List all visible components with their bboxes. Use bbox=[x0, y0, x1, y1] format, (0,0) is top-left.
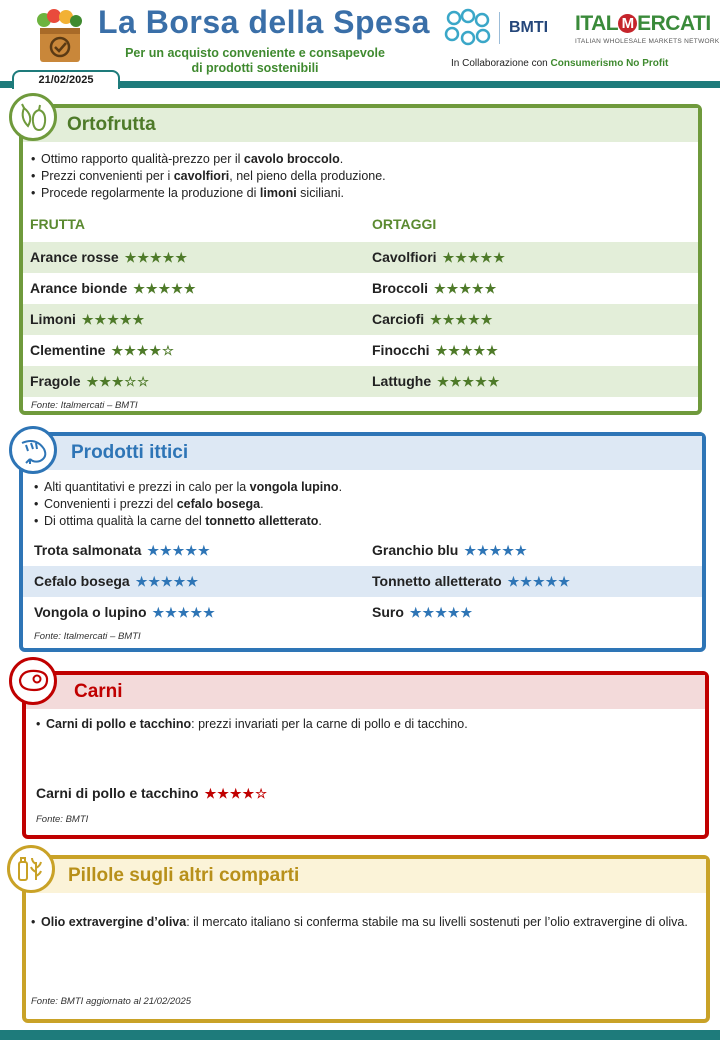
rating-stars: ★★★★★ bbox=[133, 281, 197, 296]
ittici-title: Prodotti ittici bbox=[71, 442, 189, 463]
rating-stars: ★★★★★ bbox=[507, 574, 571, 589]
product-rating bbox=[372, 273, 497, 304]
product-name: Cefalo bosega bbox=[34, 573, 130, 589]
product-name: Carni di pollo e tacchino bbox=[36, 785, 199, 801]
table-row bbox=[23, 273, 698, 304]
product-rating bbox=[372, 242, 506, 273]
carni-title: Carni bbox=[74, 681, 123, 702]
ortofrutta-panel bbox=[19, 104, 702, 415]
page-subtitle bbox=[100, 46, 410, 76]
table-row bbox=[23, 242, 698, 273]
ortofrutta-source: Fonte: Italmercati – BMTI bbox=[31, 400, 138, 411]
carni-bullet-item bbox=[36, 716, 686, 733]
rating-stars: ★★★★★ bbox=[147, 543, 211, 558]
italmercati-pre: ITAL bbox=[575, 12, 619, 35]
table-row bbox=[23, 535, 702, 566]
bmti-label: BMTI bbox=[509, 19, 549, 36]
rating-stars: ★★★☆☆ bbox=[86, 374, 150, 389]
product-rating bbox=[30, 366, 150, 397]
rating-stars: ★★★★★ bbox=[434, 281, 498, 296]
steak-icon bbox=[9, 657, 57, 705]
bullet-bold: cavolo broccolo bbox=[243, 152, 340, 166]
ittici-source: Fonte: Italmercati – BMTI bbox=[34, 631, 141, 642]
collaboration-line bbox=[451, 58, 668, 69]
page-title: La Borsa della Spesa bbox=[98, 4, 430, 40]
bullet-item: • Convenienti i prezzi del cefalo bosega. bbox=[34, 496, 684, 513]
rating-stars: ★★★★★ bbox=[152, 605, 216, 620]
bottom-divider-bar bbox=[0, 1030, 720, 1040]
carni-bullet-rest: : prezzi invariati per la carne di pollo e di tacchino. bbox=[191, 717, 468, 731]
shrimp-icon bbox=[9, 426, 57, 474]
rating-stars: ★★★★☆ bbox=[111, 343, 175, 358]
rating-stars: ★★★★★ bbox=[437, 374, 501, 389]
rating-stars: ★★★★☆ bbox=[204, 786, 268, 801]
carni-panel bbox=[22, 671, 709, 839]
rating-stars: ★★★★★ bbox=[409, 605, 474, 620]
table-row bbox=[23, 597, 702, 628]
bullet-item: • Di ottima qualità la carne del tonnetto alletterato. bbox=[34, 513, 684, 530]
grocery-items-icon bbox=[7, 845, 55, 893]
table-row bbox=[23, 335, 698, 366]
carni-source: Fonte: BMTI bbox=[36, 814, 89, 825]
ittici-panel bbox=[19, 432, 706, 652]
table-row bbox=[23, 566, 702, 597]
header bbox=[0, 0, 720, 90]
bullet-bold: vongola lupino bbox=[249, 480, 339, 494]
product-name: Cavolfiori bbox=[372, 249, 437, 265]
product-name: Finocchi bbox=[372, 342, 430, 358]
carni-bullet bbox=[36, 716, 686, 733]
product-rating bbox=[34, 597, 216, 628]
italmercati-logo bbox=[575, 12, 711, 36]
product-rating bbox=[30, 242, 188, 273]
frutta-column-header: FRUTTA bbox=[30, 216, 85, 232]
pillole-bullet-rest: : il mercato italiano si conferma stabile ma su livelli sostenuti per l’olio extravergine di oliva. bbox=[186, 915, 688, 929]
product-name: Broccoli bbox=[372, 280, 429, 296]
pillole-bullet-item bbox=[31, 914, 693, 931]
product-rating bbox=[34, 566, 199, 597]
italmercati-tagline: ITALIAN WHOLESALE MARKETS NETWORK bbox=[575, 38, 720, 45]
product-name: Carciofi bbox=[372, 311, 425, 327]
product-name: Granchio blu bbox=[372, 542, 459, 558]
product-rating bbox=[372, 335, 499, 366]
product-rating bbox=[372, 366, 500, 397]
vegetables-icon bbox=[9, 93, 57, 141]
ortofrutta-bullets bbox=[31, 151, 681, 202]
product-name: Vongola o lupino bbox=[34, 604, 147, 620]
product-rating bbox=[30, 304, 145, 335]
product-name: Limoni bbox=[30, 311, 76, 327]
bullet-bold: cefalo bosega bbox=[176, 497, 261, 511]
product-name: Fragole bbox=[30, 373, 81, 389]
collab-prefix: In Collaborazione con bbox=[451, 58, 551, 69]
bullet-bold: cavolfiori bbox=[173, 169, 230, 183]
product-rating bbox=[30, 273, 197, 304]
product-name: Suro bbox=[372, 604, 404, 620]
bullet-item: • Ottimo rapporto qualità-prezzo per il cavolo broccolo. bbox=[31, 151, 681, 168]
bullet-item: • Alti quantitativi e prezzi in calo per la vongola lupino. bbox=[34, 479, 684, 496]
shopping-bag-icon bbox=[34, 8, 86, 64]
ortofrutta-title: Ortofrutta bbox=[67, 114, 156, 135]
ortaggi-column-header: ORTAGGI bbox=[372, 216, 437, 232]
product-name: Trota salmonata bbox=[34, 542, 142, 558]
product-rating bbox=[34, 535, 211, 566]
pillole-bullet-bold: Olio extravergine d’oliva bbox=[41, 915, 187, 929]
product-rating bbox=[30, 335, 175, 366]
bullet-bold: tonnetto alletterato bbox=[205, 514, 319, 528]
pillole-panel bbox=[22, 855, 710, 1023]
product-rating bbox=[372, 535, 528, 566]
pillole-source: Fonte: BMTI aggiornato al 21/02/2025 bbox=[31, 996, 192, 1007]
rating-stars: ★★★★★ bbox=[124, 250, 188, 265]
bullet-bold: limoni bbox=[259, 186, 297, 200]
carni-rating-row bbox=[36, 778, 268, 809]
product-name: Lattughe bbox=[372, 373, 432, 389]
ittici-bullets bbox=[34, 479, 684, 530]
bmti-logo-icon bbox=[442, 8, 494, 48]
italmercati-post: ERCATI bbox=[637, 12, 711, 35]
product-name: Arance bionde bbox=[30, 280, 128, 296]
subtitle-line-2: di prodotti sostenibili bbox=[191, 61, 319, 75]
bullet-item: • Procede regolarmente la produzione di limoni siciliani. bbox=[31, 185, 681, 202]
product-name: Tonnetto alletterato bbox=[372, 573, 502, 589]
rating-stars: ★★★★★ bbox=[464, 543, 528, 558]
pillole-bullet bbox=[31, 914, 693, 931]
subtitle-line-1: Per un acquisto conveniente e consapevole bbox=[125, 46, 385, 60]
table-row bbox=[23, 366, 698, 397]
pillole-title: Pillole sugli altri comparti bbox=[68, 865, 300, 886]
bullet-item: • Prezzi convenienti per i cavolfiori, nel pieno della produzione. bbox=[31, 168, 681, 185]
rating-stars: ★★★★★ bbox=[430, 312, 494, 327]
logo-separator bbox=[499, 12, 500, 44]
collab-partner: Consumerismo No Profit bbox=[550, 58, 669, 69]
rating-stars: ★★★★★ bbox=[442, 250, 506, 265]
rating-stars: ★★★★★ bbox=[435, 343, 499, 358]
table-row bbox=[23, 304, 698, 335]
italmercati-m: M bbox=[618, 14, 637, 33]
product-name: Clementine bbox=[30, 342, 106, 358]
carni-header bbox=[26, 675, 705, 709]
carni-bullet-bold: Carni di pollo e tacchino bbox=[46, 717, 192, 731]
product-rating bbox=[372, 597, 473, 628]
product-rating bbox=[372, 566, 571, 597]
rating-stars: ★★★★★ bbox=[81, 312, 146, 327]
product-name: Arance rosse bbox=[30, 249, 119, 265]
date-badge: 21/02/2025 bbox=[12, 70, 120, 89]
product-rating bbox=[372, 304, 493, 335]
rating-stars: ★★★★★ bbox=[135, 574, 199, 589]
